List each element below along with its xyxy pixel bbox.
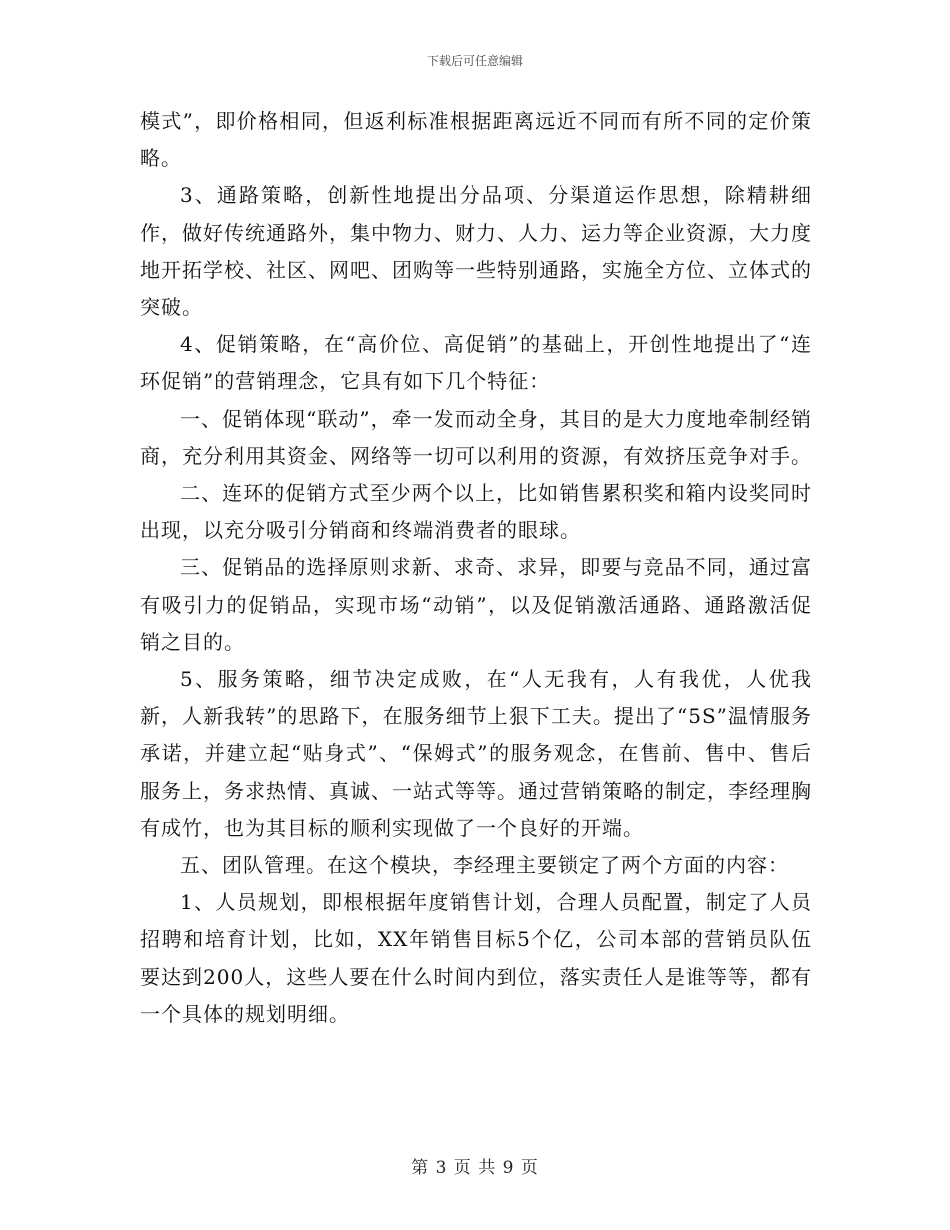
page-number: 第 3 页 共 9 页 (411, 1158, 539, 1178)
paragraph-staff-planning: 1、人员规划，即根根据年度销售计划，合理人员配置，制定了人员招聘和培育计划，比如，XX年销售目标5个亿，公司本部的营销员队伍要达到200人，这些人要在什么时间内到位，落实责任人是谁等等，都有一个具体的规划明细。 (140, 890, 812, 1026)
paragraph-feature-one: 一、促销体现“联动”，牵一发而动全身，其目的是大力度地牵制经销商，充分利用其资金、网络等一切可以利用的资源，有效挤压竞争对手。 (140, 406, 812, 468)
paragraph-channel-strategy: 3、通路策略，创新性地提出分品项、分渠道运作思想，除精耕细作，做好传统通路外，集中物力、财力、人力、运力等企业资源，大力度地开拓学校、社区、网吧、团购等一些特别通路，实施全方位、立体式的突破。 (140, 183, 812, 320)
paragraph-continuation: 模式”，即价格相同，但返利标准根据距离远近不同而有所不同的定价策略。 (140, 109, 812, 171)
paragraph-feature-three: 三、促销品的选择原则求新、求奇、求异，即要与竞品不同，通过富有吸引力的促销品，实现市场“动销”，以及促销激活通路、通路激活促销之目的。 (140, 555, 812, 654)
document-body (140, 103, 812, 1033)
paragraph-team-management: 五、团队管理。在这个模块，李经理主要锁定了两个方面的内容： (180, 853, 789, 878)
page-header-note: 下载后可任意编辑 (426, 54, 523, 68)
paragraph-promotion-strategy: 4、促销策略，在“高价位、高促销”的基础上，开创性地提出了“连环促销”的营销理念，它具有如下几个特征： (140, 332, 812, 394)
paragraph-feature-two: 二、连环的促销方式至少两个以上，比如销售累积奖和箱内设奖同时出现，以充分吸引分销商和终端消费者的眼球。 (140, 481, 812, 543)
paragraph-service-strategy: 5、服务策略，细节决定成败，在“人无我有，人有我优，人优我新，人新我转”的思路下，在服务细节上狠下工夫。提出了“5S”温情服务承诺，并建立起“贴身式”、“保姆式”的服务观念，在售前、售中、售后服务上，务求热情、真诚、一站式等等。通过营销策略的制定，李经理胸有成竹，也为其目标的顺利实现做了一个良好的开端。 (140, 667, 812, 840)
